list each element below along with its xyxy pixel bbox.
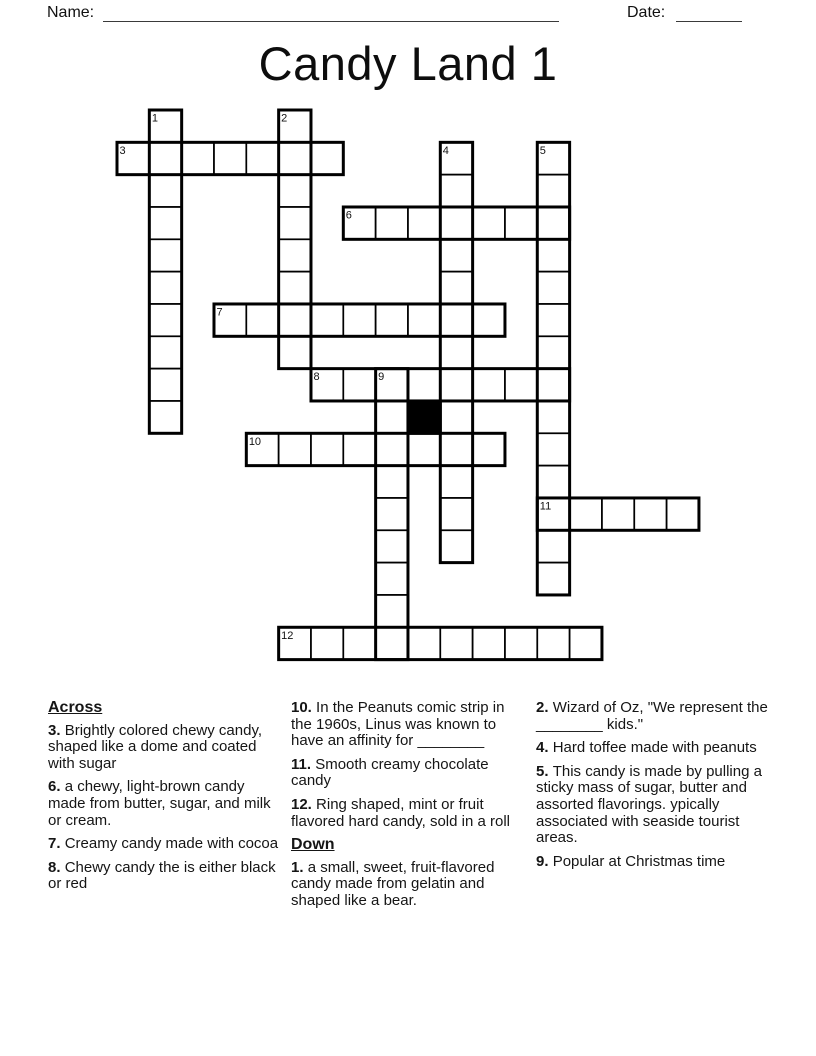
grid-cell <box>376 401 408 433</box>
crossword-grid <box>114 107 705 666</box>
grid-cell <box>408 627 440 659</box>
grid-cell <box>376 530 408 562</box>
grid-cell <box>149 369 181 401</box>
grid-cell <box>279 433 311 465</box>
clue-text: Ring shaped, mint or fruit flavored hard candy, sold in a roll <box>291 795 511 830</box>
clue-text: a chewy, light-brown candy made from butter, sugar, and milk or cream. <box>48 778 271 829</box>
grid-cell <box>505 369 537 401</box>
grid-cell <box>537 369 569 401</box>
grid-cell <box>149 175 181 207</box>
clue-text: Brightly colored chewy candy, shaped like a dome and coated with sugar <box>48 721 263 772</box>
grid-cell <box>376 433 408 465</box>
grid-cell <box>440 304 472 336</box>
grid-cell <box>537 627 569 659</box>
grid-cell <box>570 627 602 659</box>
clue <box>48 779 281 829</box>
grid-cell <box>440 401 472 433</box>
clue-text: Chewy candy the is either black or red <box>48 858 276 893</box>
grid-cell <box>537 239 569 271</box>
clue-number: 2. <box>536 699 553 716</box>
cell-number: 6 <box>345 209 352 222</box>
grid-cell <box>440 175 472 207</box>
grid-cell <box>537 175 569 207</box>
grid-cell <box>440 433 472 465</box>
grid-cell <box>279 207 311 239</box>
clue <box>291 757 524 790</box>
grid-cell <box>376 498 408 530</box>
cell-number: 7 <box>216 306 223 319</box>
grid-cell <box>343 369 375 401</box>
clue-text: Hard toffee made with peanuts <box>552 739 757 757</box>
clue <box>291 797 524 830</box>
clue-column-2 <box>291 700 524 917</box>
grid-cell <box>343 627 375 659</box>
clue-section-header: Across <box>48 699 103 716</box>
grid-cell <box>343 433 375 465</box>
cell-number: 5 <box>539 144 546 157</box>
grid-cell <box>440 466 472 498</box>
grid-cell <box>473 627 505 659</box>
grid-cell <box>473 369 505 401</box>
clue-number: 10. <box>291 699 317 716</box>
grid-cell <box>279 175 311 207</box>
clue-section-header: Down <box>291 836 335 854</box>
clue-number: 3. <box>48 721 65 739</box>
clue <box>291 860 524 910</box>
grid-cell <box>279 142 311 174</box>
grid-cell <box>473 433 505 465</box>
grid-cell <box>376 595 408 627</box>
grid-cell <box>376 207 408 239</box>
grid-cell <box>343 304 375 336</box>
cell-number: 11 <box>539 500 552 513</box>
grid-cell <box>149 239 181 271</box>
grid-cell <box>537 401 569 433</box>
clue-number: 1. <box>291 858 308 876</box>
black-cell <box>408 401 440 433</box>
cell-number: 3 <box>119 144 126 157</box>
clue <box>536 740 769 757</box>
grid-cell <box>440 627 472 659</box>
clue-number: 9. <box>536 852 553 870</box>
grid-cell <box>311 142 343 174</box>
grid-cell <box>214 142 246 174</box>
clue-number: 4. <box>536 739 553 757</box>
grid-cell <box>149 401 181 433</box>
grid-cell <box>408 207 440 239</box>
clue-text: This candy is made by pulling a sticky mass of sugar, butter and assorted flavorings. ypically associated with seaside tourist areas. <box>536 762 762 847</box>
grid-cell <box>505 207 537 239</box>
grid-cell <box>473 304 505 336</box>
clue-number: 8. <box>48 858 65 876</box>
clue <box>536 764 769 847</box>
grid-cell <box>279 239 311 271</box>
date-blank-line <box>676 21 742 22</box>
grid-cell <box>311 627 343 659</box>
grid-cell <box>149 207 181 239</box>
clue-text: Creamy candy made with cocoa <box>64 835 279 853</box>
cell-number: 10 <box>248 435 262 448</box>
grid-cell <box>440 239 472 271</box>
grid-cell <box>376 563 408 595</box>
grid-cell <box>570 498 602 530</box>
grid-cell <box>376 627 408 659</box>
grid-cell <box>376 304 408 336</box>
grid-cell <box>408 369 440 401</box>
grid-cell <box>149 336 181 368</box>
clue-text: Smooth creamy chocolate candy <box>291 755 489 790</box>
clue-text: In the Peanuts comic strip in the 1960s, Linus was known to have an affinity for ________ <box>291 699 505 750</box>
grid-cell <box>408 304 440 336</box>
cell-number: 12 <box>281 629 294 642</box>
grid-cell <box>311 433 343 465</box>
clue <box>536 700 769 733</box>
grid-cell <box>440 498 472 530</box>
cell-number: 1 <box>151 112 158 125</box>
clue <box>291 700 524 750</box>
cell-number: 2 <box>281 112 288 125</box>
grid-cell <box>537 304 569 336</box>
cell-number: 4 <box>442 144 449 157</box>
cell-number: 9 <box>378 371 385 384</box>
grid-cell <box>246 142 278 174</box>
grid-cell <box>537 272 569 304</box>
name-blank-line <box>103 21 559 22</box>
grid-cell <box>537 563 569 595</box>
date-label: Date: <box>627 4 666 21</box>
grid-cell <box>279 304 311 336</box>
grid-cell <box>634 498 666 530</box>
grid-cell <box>537 336 569 368</box>
clue-number: 5. <box>536 762 553 780</box>
clue <box>48 836 281 853</box>
clue <box>48 860 281 893</box>
grid-cell <box>279 336 311 368</box>
grid-cell <box>537 466 569 498</box>
grid-cell <box>440 272 472 304</box>
clue-column-3 <box>536 700 769 877</box>
grid-cell <box>408 433 440 465</box>
grid-cell <box>440 336 472 368</box>
clue-column-1 <box>48 700 281 900</box>
clue-number: 6. <box>48 778 65 796</box>
grid-cell <box>537 433 569 465</box>
grid-cell <box>149 142 181 174</box>
clue-text: a small, sweet, fruit-flavored candy made from gelatin and shaped like a bear. <box>291 858 495 909</box>
grid-cell <box>149 272 181 304</box>
grid-cell <box>537 530 569 562</box>
grid-cell <box>246 304 278 336</box>
clue-text: Popular at Christmas time <box>552 852 726 870</box>
grid-cell <box>505 627 537 659</box>
cell-number: 8 <box>313 371 320 384</box>
grid-cell <box>279 272 311 304</box>
clue-number: 11. <box>291 755 316 773</box>
name-label: Name: <box>47 4 95 21</box>
grid-cell <box>473 207 505 239</box>
clue-number: 7. <box>48 835 65 853</box>
crossword-grid-svg <box>114 107 705 666</box>
grid-cell <box>182 142 214 174</box>
grid-cell <box>537 207 569 239</box>
clue <box>48 723 281 773</box>
grid-cell <box>440 530 472 562</box>
clue <box>536 854 769 871</box>
clue-text: Wizard of Oz, "We represent the ________ kids." <box>536 699 768 733</box>
grid-cell <box>667 498 699 530</box>
grid-cell <box>440 369 472 401</box>
puzzle-title: Candy Land 1 <box>258 37 558 90</box>
grid-cell <box>376 466 408 498</box>
grid-cell <box>440 207 472 239</box>
clue-number: 12. <box>291 795 317 813</box>
grid-cell <box>149 304 181 336</box>
grid-cell <box>311 304 343 336</box>
grid-cell <box>602 498 634 530</box>
